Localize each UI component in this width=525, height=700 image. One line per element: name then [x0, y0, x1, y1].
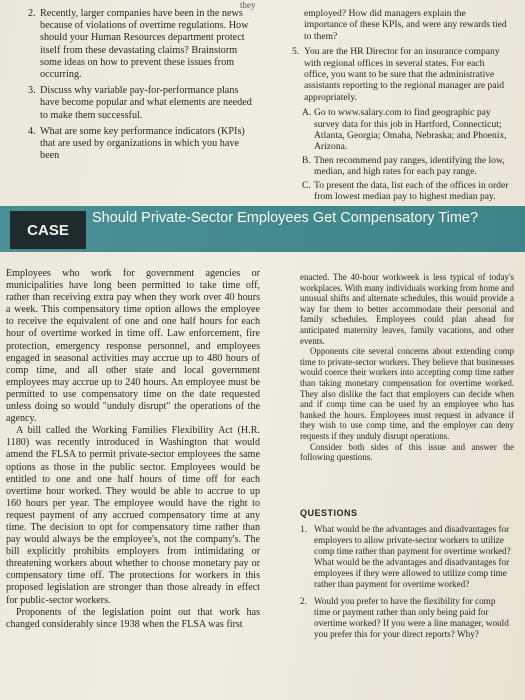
case-body-right-column: [300, 272, 514, 463]
case-paragraph: Opponents cite several concerns about extending comp time to private-sector workers. They believe that businesses would coerce their workers into accepting comp time rather than taking monetary compensation for overtime worked. They also dislike the fact that employers can decide when and if comp time can be used by an employee who has banked the hours. Employees must request in advance if they wish to use comp time, and the employer can deny requests if they unduly disrupt operations.: [300, 346, 514, 441]
questions-heading: QUESTIONS: [300, 508, 358, 518]
question-4-continued: employed? How did managers explain the importance of these KPIs, and were any rewards tied to them?: [304, 8, 507, 42]
case-body-left-column: [6, 268, 260, 631]
question-5-part-b: B. Then recommend pay ranges, identifying the low, median, and high rates for each pay range.: [302, 154, 505, 178]
cut-off-text: they: [240, 0, 256, 10]
question-2: 2. Recently, larger companies have been in the news because of violations of overtime regulations. How should your Human Resources department protect itself from these devastating claims? Brainstorm some ideas on how to prevent these issues from occurring.: [28, 8, 249, 81]
question-3: 3. Discuss why variable pay-for-performance plans have become popular and what elements are needed to make them successful.: [28, 85, 252, 121]
question-5: 5. You are the HR Director for an insurance company with regional offices in several states. For each office, you want to be sure that the administrative assistants reporting to the regional manager are paid appropriately.: [292, 46, 505, 103]
case-question-1: 1. What would be the advantages and disadvantages for employers to allow private-sector workers to utilize comp time rather than payment for overtime worked? What would be the advantages and disadvantages for employees if they were allowed to utilize comp time rather than payment for overtime worked?: [300, 524, 511, 589]
case-paragraph: Proponents of the legislation point out that work has changed considerably since 1938 when the FLSA was first: [6, 606, 260, 630]
case-paragraph: Consider both sides of this issue and answer the following questions.: [300, 441, 514, 463]
case-paragraph: A bill called the Working Families Flexibility Act (H.R. 1180) was recently introduced in Washington that would amend the FLSA to permit private-sector employees the same options as those in the public sector. Employees would be entitled to one and one half hours of time off for each overtime hour worked. They would be able to accrue to up 160 hours per year. The employee would have the right to request payment of any accrued compensatory time at any time. The decision to opt for compensatory time rather than pay would always be the employee's, not the company's. The bill explicitly prohibits employers from intimidating or threatening workers about whether to choose monetary pay or compensatory time off. The protections for workers in this proposed legislation are stronger than those already in effect for public-sector workers.: [6, 425, 260, 606]
question-5-part-c: C. To present the data, list each of the offices in order from lowest median pay to highest median pay.: [302, 179, 509, 203]
case-banner: [0, 206, 525, 252]
question-5-part-a: A. Go to www.salary.com to find geographic pay survey data for this job in Hartford, Connecticut; Atlanta, Georgia; Omaha, Nebraska; and Phoenix, Arizona.: [302, 107, 507, 153]
case-question-2: 2. Would you prefer to have the flexibility for comp time or payment rather than only being paid for overtime worked? If you were a line manager, would you prefer this for your direct reports? Why?: [300, 596, 509, 639]
case-questions-list: [300, 524, 514, 646]
case-title: Should Private-Sector Employees Get Compensatory Time?: [92, 210, 479, 226]
case-paragraph: enacted. The 40-hour workweek is less typical of today's workplaces. With many individuals working from home and unusual shifts and alternate schedules, this would provide a way for them to better accommodate their personal and family schedules. Employees could plan ahead for anticipated maternity leaves, family vacations, and other events.: [300, 272, 514, 346]
discussion-questions-section: [0, 0, 525, 203]
question-4: 4. What are some key performance indicators (KPIs) that are used by organizations in which you have been: [28, 125, 245, 162]
left-column-questions: [28, 8, 260, 166]
right-column-questions: [292, 8, 510, 205]
case-label: CASE: [10, 211, 86, 249]
case-paragraph: Employees who work for government agencies or municipalities have long been permitted to take time off, rather than receiving extra pay when they work over 40 hours a week. This compensatory time option allows the employee to receive the equivalent of one and one half hours for each hour of overtime worked in time off. Law enforcement, fire protection, emergency response personnel, and employees engaged in seasonal activities may accrue up to 480 hours of comp time, and all other state and local government employees may accrue up to 240 hours. An employee must be permitted to use compensatory time on the date requested unless doing so would "unduly disrupt" the operations of the agency.: [6, 268, 260, 425]
